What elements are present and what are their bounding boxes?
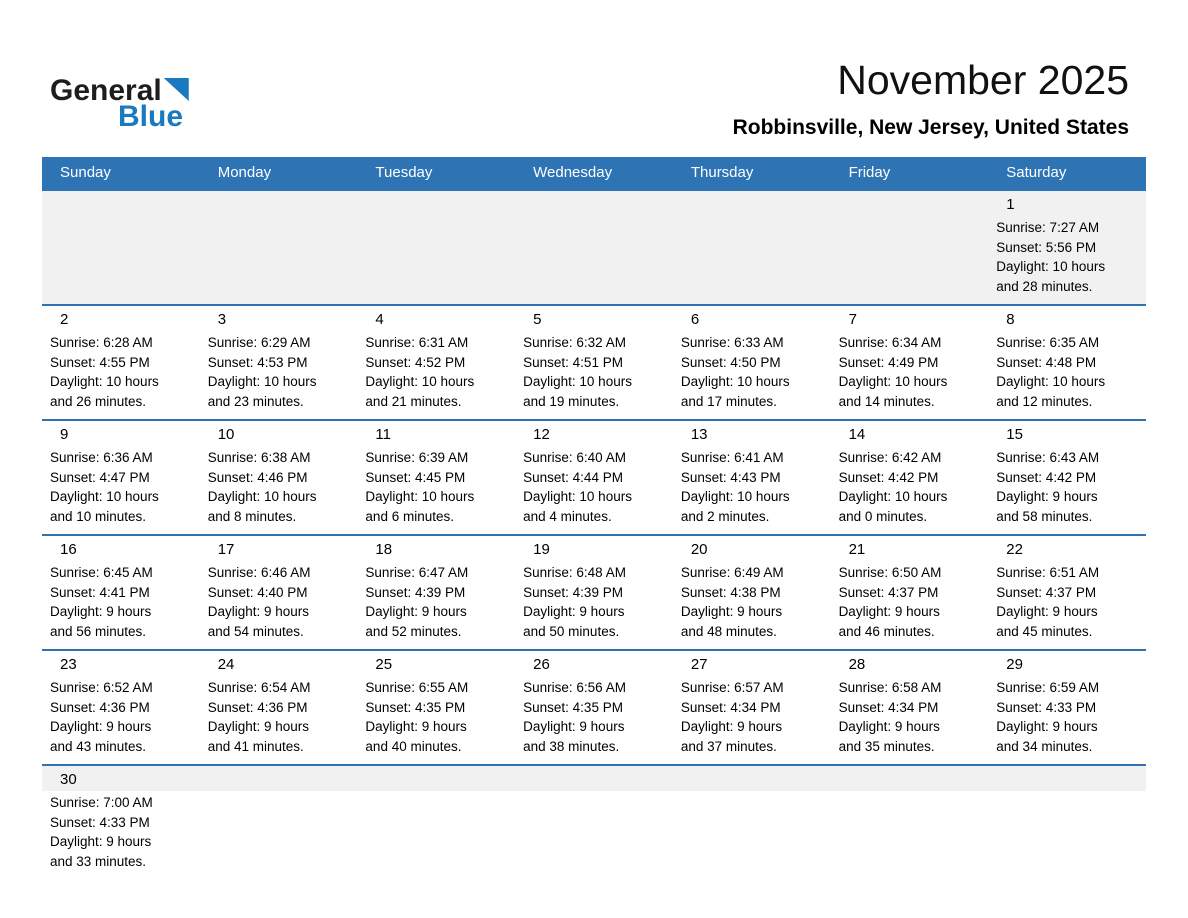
daylight-text-2: and 46 minutes.: [838, 623, 935, 639]
day-number: 1: [1006, 196, 1015, 213]
day-number: 16: [60, 541, 77, 558]
day-cell-18: [357, 536, 515, 649]
sunset-text: Sunset: 4:37 PM: [838, 584, 939, 600]
daylight-text-2: and 34 minutes.: [996, 738, 1093, 754]
week-row-3: [42, 419, 1146, 534]
day-cell-7: [831, 306, 989, 419]
day-cell-empty: [673, 191, 831, 304]
day-number: 17: [217, 541, 235, 558]
day-cell-empty: [831, 766, 989, 879]
sunset-text: Sunset: 4:34 PM: [838, 699, 939, 715]
day-cell-29: [988, 651, 1146, 764]
logo-text-general: General: [50, 74, 162, 107]
sunrise-text: Sunrise: 6:35 AM: [996, 335, 1100, 350]
day-cell-empty: [200, 766, 358, 879]
day-number: 3: [217, 311, 227, 328]
daylight-text-2: and 43 minutes.: [50, 738, 147, 754]
sunrise-text: Sunrise: 6:40 AM: [523, 450, 626, 465]
day-cell-28: [831, 651, 989, 764]
daylight-text: Daylight: 10 hours: [365, 374, 475, 389]
sunset-text: Sunset: 4:36 PM: [50, 699, 150, 715]
daylight-text: Daylight: 9 hours: [996, 604, 1098, 619]
day-cell-16: [42, 536, 200, 649]
daylight-text-2: and 12 minutes.: [996, 393, 1093, 409]
day-number: 18: [375, 541, 393, 558]
day-cell-15: [988, 421, 1146, 534]
day-number: 20: [690, 541, 708, 558]
sunrise-text: Sunrise: 6:57 AM: [680, 680, 784, 695]
day-cell-30: [42, 766, 200, 879]
general-blue-logo: [50, 76, 189, 132]
week-row-2: [42, 304, 1146, 419]
day-cell-17: [200, 536, 358, 649]
daylight-text-2: and 52 minutes.: [365, 623, 462, 639]
daylight-text: Daylight: 10 hours: [996, 259, 1106, 274]
weekday-header-tuesday: Tuesday: [375, 164, 433, 181]
logo-text-blue: Blue: [118, 100, 184, 133]
daylight-text-2: and 10 minutes.: [50, 508, 147, 524]
sunset-text: Sunset: 4:39 PM: [365, 584, 466, 600]
daylight-text-2: and 41 minutes.: [207, 738, 304, 754]
daylight-text: Daylight: 9 hours: [523, 719, 625, 734]
day-number: 7: [848, 311, 857, 328]
daylight-text-2: and 38 minutes.: [523, 738, 620, 754]
daylight-text: Daylight: 9 hours: [838, 719, 940, 734]
sunset-text: Sunset: 4:40 PM: [207, 584, 308, 600]
day-number: 9: [60, 426, 69, 443]
day-number: 21: [848, 541, 866, 558]
sunrise-text: Sunrise: 6:41 AM: [680, 450, 784, 465]
sunset-text: Sunset: 4:45 PM: [365, 469, 466, 485]
day-cell-empty: [42, 191, 200, 304]
day-number: 25: [375, 656, 393, 673]
sunrise-text: Sunrise: 6:54 AM: [207, 680, 311, 695]
sunrise-text: Sunrise: 6:31 AM: [365, 335, 469, 350]
sunset-text: Sunset: 4:35 PM: [523, 699, 623, 715]
daylight-text: Daylight: 9 hours: [50, 604, 152, 619]
sunrise-text: Sunrise: 6:51 AM: [996, 565, 1100, 580]
day-cell-empty: [200, 191, 358, 304]
day-cell-13: [673, 421, 831, 534]
day-cell-14: [831, 421, 989, 534]
header-titles: [733, 58, 1129, 140]
day-cell-1: [988, 191, 1146, 304]
sunset-text: Sunset: 4:39 PM: [523, 584, 623, 600]
sunset-text: Sunset: 4:55 PM: [50, 354, 150, 370]
daylight-text-2: and 2 minutes.: [680, 508, 770, 524]
sunrise-text: Sunrise: 6:28 AM: [50, 335, 153, 350]
daylight-text: Daylight: 9 hours: [365, 604, 467, 619]
sunrise-text: Sunrise: 6:33 AM: [680, 335, 784, 350]
day-cell-3: [200, 306, 358, 419]
day-cell-empty: [673, 766, 831, 879]
daylight-text-2: and 35 minutes.: [838, 738, 935, 754]
daylight-text: Daylight: 9 hours: [365, 719, 467, 734]
sunrise-text: Sunrise: 6:32 AM: [523, 335, 626, 350]
weekday-header-row: [42, 157, 1146, 189]
daylight-text: Daylight: 10 hours: [838, 489, 948, 504]
daylight-text-2: and 0 minutes.: [838, 508, 928, 524]
sunset-text: Sunset: 4:41 PM: [50, 584, 150, 600]
day-number: 6: [690, 311, 700, 328]
sunset-text: Sunset: 4:35 PM: [365, 699, 466, 715]
sunrise-text: Sunrise: 6:43 AM: [996, 450, 1100, 465]
day-cell-empty: [357, 766, 515, 879]
daylight-text: Daylight: 9 hours: [50, 719, 152, 734]
day-number: 22: [1006, 541, 1023, 558]
day-cell-21: [831, 536, 989, 649]
sunrise-text: Sunrise: 7:00 AM: [50, 795, 153, 810]
sunset-text: Sunset: 4:34 PM: [680, 699, 781, 715]
daylight-text-2: and 26 minutes.: [50, 393, 147, 409]
daylight-text: Daylight: 9 hours: [680, 719, 783, 734]
day-cell-5: [515, 306, 673, 419]
sunrise-text: Sunrise: 6:42 AM: [838, 450, 942, 465]
sunrise-text: Sunrise: 6:39 AM: [365, 450, 469, 465]
day-number: 30: [60, 771, 77, 788]
day-cell-25: [357, 651, 515, 764]
daylight-text: Daylight: 9 hours: [996, 489, 1098, 504]
daylight-text-2: and 56 minutes.: [50, 623, 147, 639]
sunset-text: Sunset: 4:53 PM: [207, 354, 308, 370]
day-cell-empty: [357, 191, 515, 304]
day-cell-empty: [515, 191, 673, 304]
sunset-text: Sunset: 5:56 PM: [996, 239, 1097, 255]
sunrise-text: Sunrise: 6:52 AM: [50, 680, 153, 695]
sunrise-text: Sunrise: 6:29 AM: [207, 335, 311, 350]
weekday-header-friday: Friday: [848, 164, 891, 181]
sunrise-text: Sunrise: 6:48 AM: [523, 565, 626, 580]
day-number: 12: [533, 426, 550, 443]
daylight-text: Daylight: 9 hours: [207, 604, 310, 619]
daylight-text: Daylight: 9 hours: [207, 719, 310, 734]
day-number: 11: [375, 426, 391, 443]
sunrise-text: Sunrise: 7:27 AM: [996, 220, 1100, 235]
day-cell-empty: [988, 766, 1146, 879]
daylight-text: Daylight: 10 hours: [996, 374, 1106, 389]
daylight-text-2: and 4 minutes.: [523, 508, 612, 524]
sunrise-text: Sunrise: 6:56 AM: [523, 680, 626, 695]
daylight-text: Daylight: 9 hours: [996, 719, 1098, 734]
daylight-text-2: and 23 minutes.: [207, 393, 304, 409]
sunrise-text: Sunrise: 6:59 AM: [996, 680, 1100, 695]
daylight-text: Daylight: 9 hours: [838, 604, 940, 619]
day-number: 14: [848, 426, 866, 443]
daylight-text-2: and 37 minutes.: [680, 738, 777, 754]
sunrise-text: Sunrise: 6:49 AM: [680, 565, 784, 580]
daylight-text: Daylight: 10 hours: [207, 489, 317, 504]
weekday-header-saturday: Saturday: [1006, 164, 1067, 181]
daylight-text-2: and 54 minutes.: [207, 623, 304, 639]
daylight-text: Daylight: 10 hours: [50, 489, 159, 504]
daylight-text-2: and 28 minutes.: [996, 278, 1093, 294]
sunset-text: Sunset: 4:42 PM: [996, 469, 1097, 485]
sunset-text: Sunset: 4:48 PM: [996, 354, 1097, 370]
sunset-text: Sunset: 4:43 PM: [680, 469, 781, 485]
daylight-text: Daylight: 9 hours: [523, 604, 625, 619]
weekday-header-monday: Monday: [217, 164, 272, 181]
sunrise-text: Sunrise: 6:55 AM: [365, 680, 469, 695]
day-number: 2: [60, 311, 69, 328]
daylight-text-2: and 8 minutes.: [207, 508, 297, 524]
sunset-text: Sunset: 4:50 PM: [680, 354, 781, 370]
day-cell-9: [42, 421, 200, 534]
daylight-text: Daylight: 10 hours: [523, 374, 632, 389]
day-cell-20: [673, 536, 831, 649]
sunrise-text: Sunrise: 6:45 AM: [50, 565, 153, 580]
daylight-text: Daylight: 10 hours: [523, 489, 632, 504]
daylight-text-2: and 6 minutes.: [365, 508, 454, 524]
day-number: 23: [60, 656, 77, 673]
sunset-text: Sunset: 4:52 PM: [365, 354, 466, 370]
day-cell-23: [42, 651, 200, 764]
day-cell-8: [988, 306, 1146, 419]
sunset-text: Sunset: 4:46 PM: [207, 469, 308, 485]
daylight-text-2: and 48 minutes.: [680, 623, 777, 639]
sunrise-text: Sunrise: 6:34 AM: [838, 335, 942, 350]
day-cell-11: [357, 421, 515, 534]
daylight-text: Daylight: 10 hours: [680, 489, 790, 504]
day-number: 28: [848, 656, 866, 673]
daylight-text-2: and 14 minutes.: [838, 393, 935, 409]
week-row-4: [42, 534, 1146, 649]
day-cell-22: [988, 536, 1146, 649]
sunset-text: Sunset: 4:51 PM: [523, 354, 623, 370]
day-number: 10: [217, 426, 235, 443]
day-cell-24: [200, 651, 358, 764]
daylight-text-2: and 17 minutes.: [680, 393, 777, 409]
day-number: 13: [690, 426, 708, 443]
daylight-text-2: and 58 minutes.: [996, 508, 1093, 524]
day-cell-empty: [831, 191, 989, 304]
day-number: 19: [533, 541, 550, 558]
daylight-text-2: and 40 minutes.: [365, 738, 462, 754]
sunset-text: Sunset: 4:38 PM: [680, 584, 781, 600]
page-title: November 2025: [837, 57, 1129, 103]
daylight-text: Daylight: 9 hours: [680, 604, 783, 619]
logo-flag-icon: [164, 78, 189, 101]
day-number: 27: [690, 656, 708, 673]
day-number: 4: [375, 311, 384, 328]
weekday-header-wednesday: Wednesday: [533, 164, 613, 181]
sunrise-text: Sunrise: 6:47 AM: [365, 565, 469, 580]
sunset-text: Sunset: 4:44 PM: [523, 469, 623, 485]
sunrise-text: Sunrise: 6:58 AM: [838, 680, 942, 695]
day-cell-27: [673, 651, 831, 764]
daylight-text-2: and 33 minutes.: [50, 853, 147, 869]
sunrise-text: Sunrise: 6:50 AM: [838, 565, 942, 580]
weekday-header-thursday: Thursday: [690, 164, 754, 181]
daylight-text: Daylight: 10 hours: [365, 489, 475, 504]
day-cell-26: [515, 651, 673, 764]
week-row-1: [42, 189, 1146, 304]
daylight-text-2: and 21 minutes.: [365, 393, 462, 409]
day-cell-2: [42, 306, 200, 419]
daylight-text: Daylight: 10 hours: [207, 374, 317, 389]
daylight-text-2: and 45 minutes.: [996, 623, 1093, 639]
sunset-text: Sunset: 4:36 PM: [207, 699, 308, 715]
sunset-text: Sunset: 4:42 PM: [838, 469, 939, 485]
sunset-text: Sunset: 4:49 PM: [838, 354, 939, 370]
sunset-text: Sunset: 4:47 PM: [50, 469, 150, 485]
day-cell-6: [673, 306, 831, 419]
daylight-text: Daylight: 10 hours: [50, 374, 159, 389]
day-cell-10: [200, 421, 358, 534]
daylight-text: Daylight: 10 hours: [680, 374, 790, 389]
sunrise-text: Sunrise: 6:38 AM: [207, 450, 311, 465]
day-cell-19: [515, 536, 673, 649]
daylight-text-2: and 50 minutes.: [523, 623, 620, 639]
week-row-5: [42, 649, 1146, 764]
week-row-6: [42, 764, 1146, 879]
day-number: 15: [1006, 426, 1023, 443]
day-number: 5: [533, 311, 542, 328]
daylight-text: Daylight: 10 hours: [838, 374, 948, 389]
day-number: 8: [1006, 311, 1015, 328]
day-cell-empty: [515, 766, 673, 879]
day-cell-4: [357, 306, 515, 419]
calendar-weeks: [42, 189, 1146, 879]
sunset-text: Sunset: 4:33 PM: [996, 699, 1097, 715]
calendar-table: [42, 157, 1146, 879]
daylight-text-2: and 19 minutes.: [523, 393, 620, 409]
sunset-text: Sunset: 4:37 PM: [996, 584, 1097, 600]
weekday-header-sunday: Sunday: [60, 164, 111, 181]
day-number: 29: [1006, 656, 1023, 673]
daylight-text: Daylight: 9 hours: [50, 834, 152, 849]
day-cell-12: [515, 421, 673, 534]
sunset-text: Sunset: 4:33 PM: [50, 814, 150, 830]
sunrise-text: Sunrise: 6:36 AM: [50, 450, 153, 465]
sunrise-text: Sunrise: 6:46 AM: [207, 565, 311, 580]
day-number: 26: [533, 656, 550, 673]
day-number: 24: [217, 656, 235, 673]
location-subtitle: Robbinsville, New Jersey, United States: [732, 116, 1129, 140]
